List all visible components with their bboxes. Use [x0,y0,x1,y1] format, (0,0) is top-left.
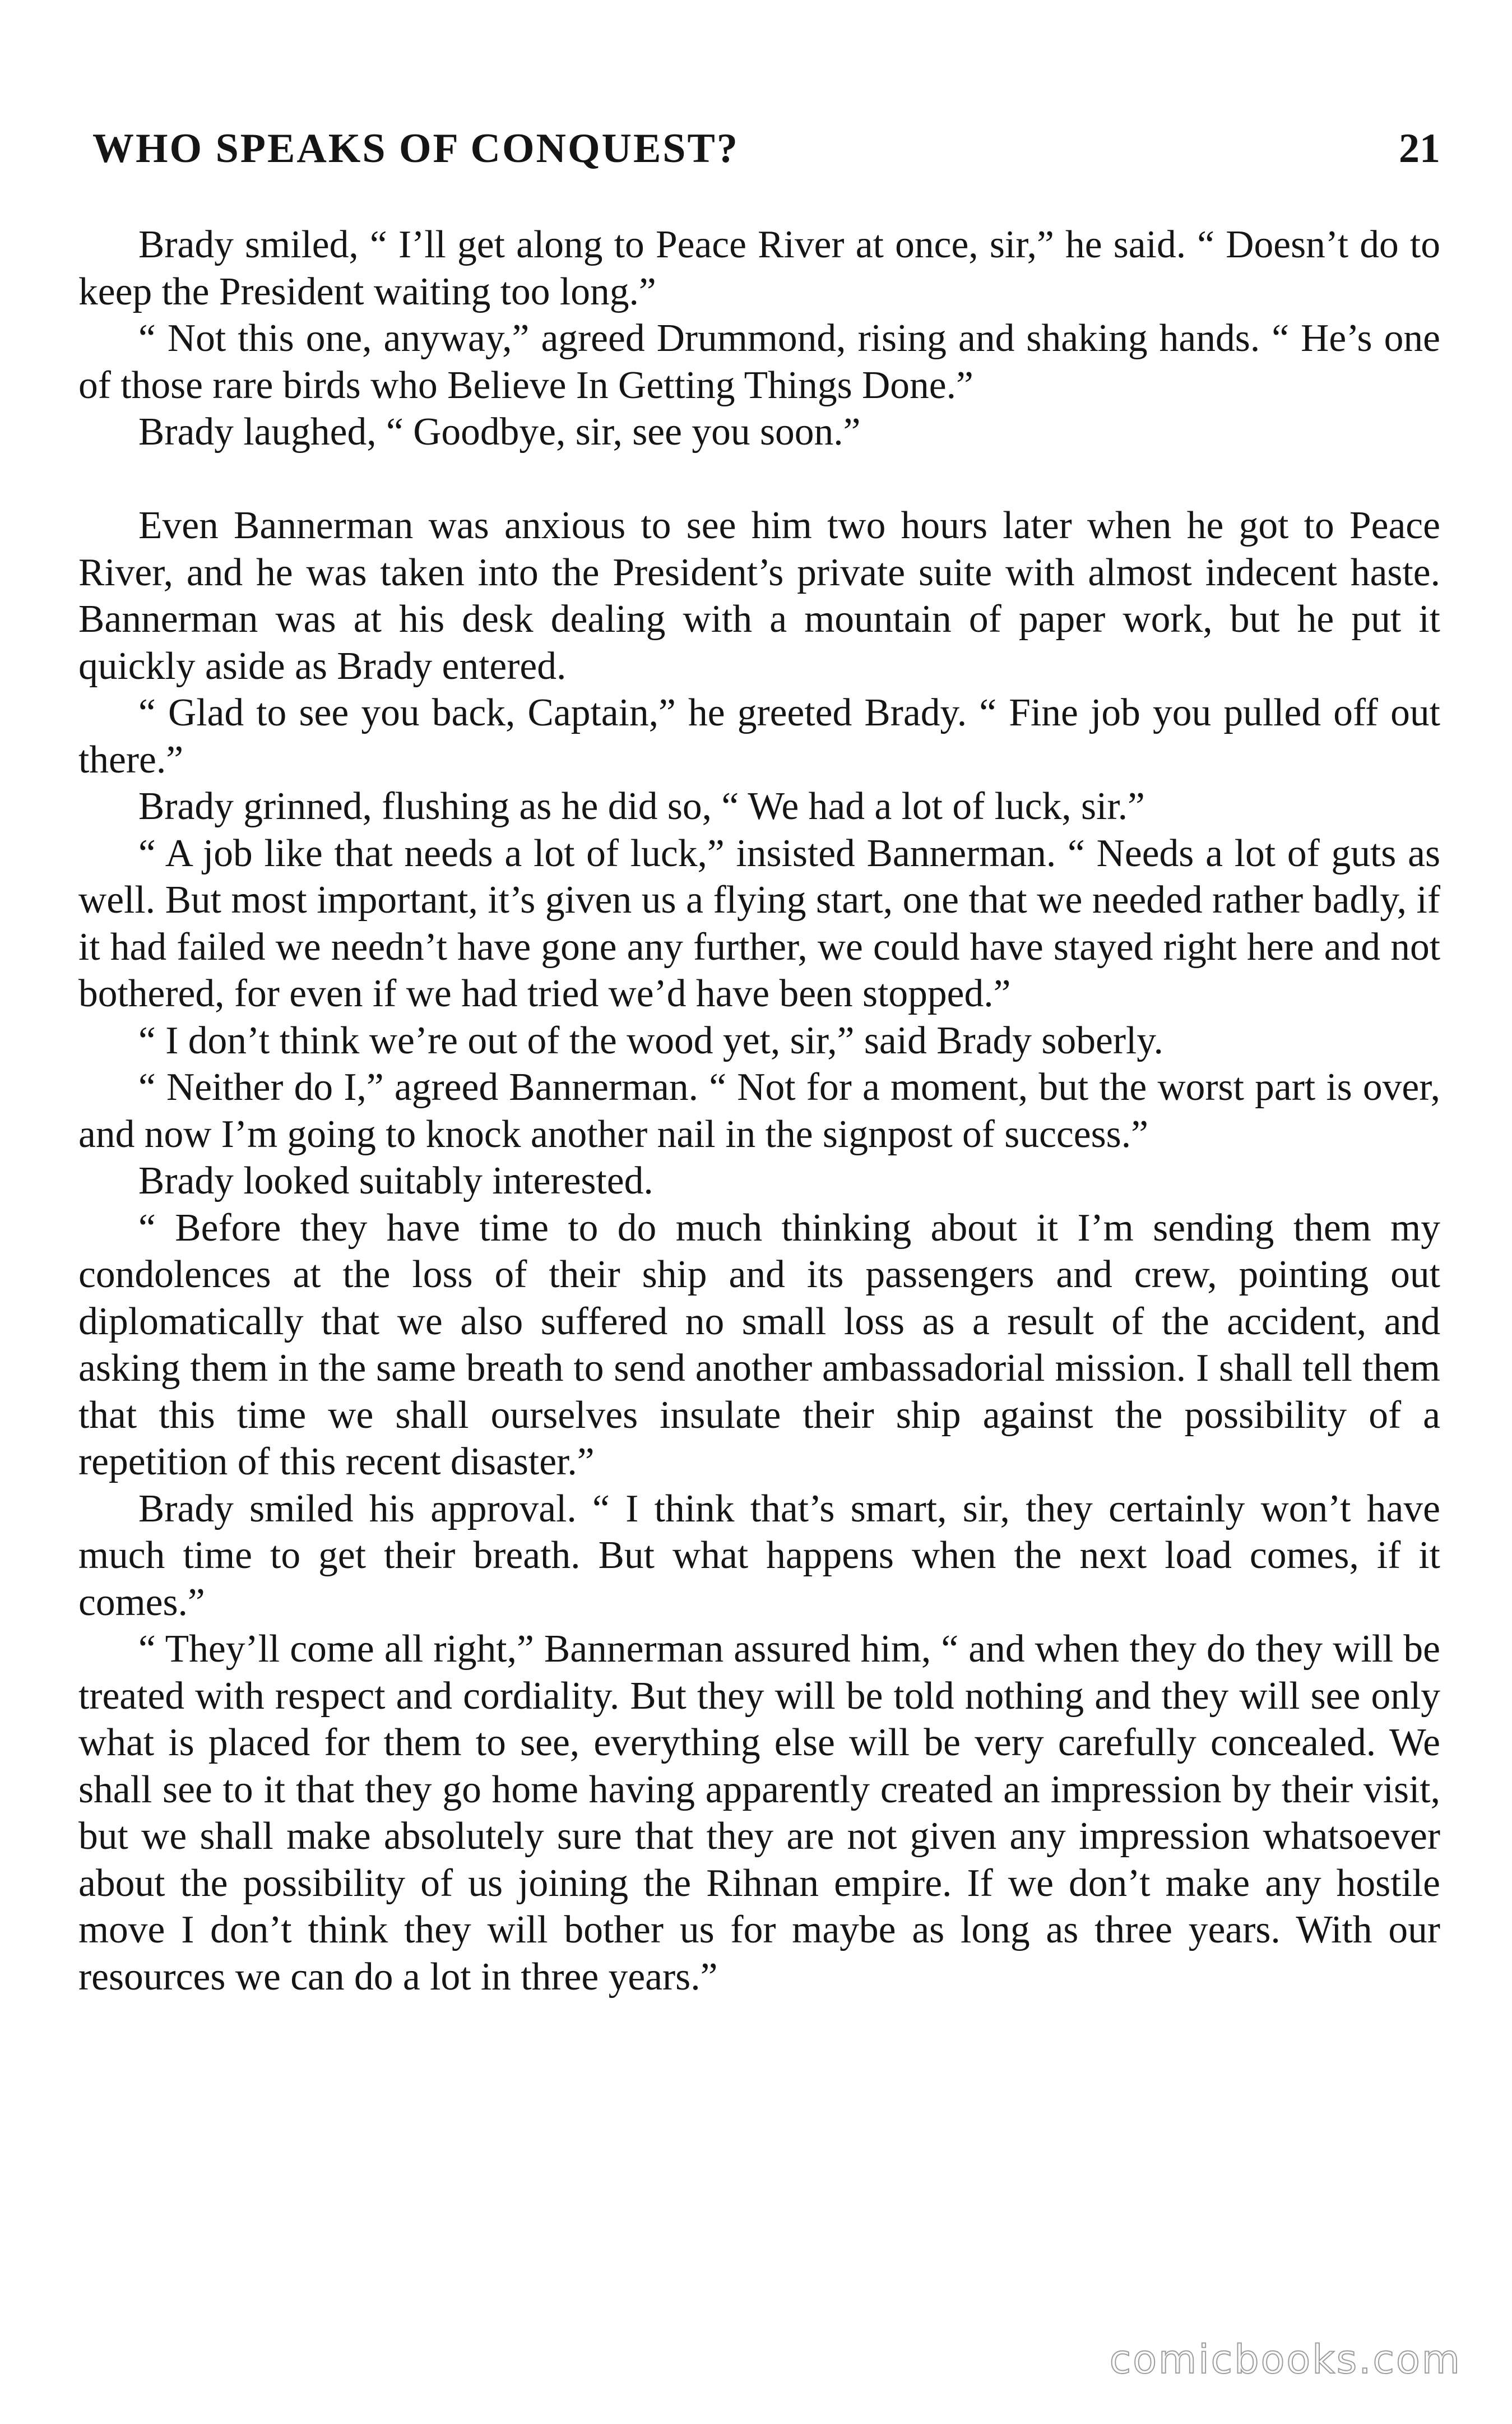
body-text [78,221,1440,2000]
paragraph: Brady grinned, flushing as he did so, “ We had a lot of luck, sir.” [138,785,1145,828]
paragraph: “ I don’t think we’re out of the wood yet, sir,” said Brady soberly. [138,1019,1163,1062]
running-title: WHO SPEAKS OF CONQUEST? [92,126,739,172]
paragraph: “ Glad to see you back, Captain,” he greeted Brady. “ Fine job you pulled off out there.” [78,691,1440,781]
paragraph: Brady laughed, “ Goodbye, sir, see you soon.” [138,410,861,454]
paragraph: “ Before they have time to do much thinking about it I’m sending them my condolences at the loss of their ship and its passengers and crew, pointing out diplomatically that we also suffered no small loss as a result of the accident, and asking them in the same breath to send another ambassadorial mission. I shall tell them that this time we shall ourselves insulate their ship against the possibility of a repetition of this recent disaster.” [78,1206,1440,1483]
paragraph: “ Neither do I,” agreed Bannerman. “ Not for a moment, but the worst part is over, and now I’m going to knock another nail in the signpost of success.” [78,1066,1440,1156]
running-head [92,121,1440,177]
paragraph: Brady smiled his approval. “ I think that’s smart, sir, they certainly won’t have much time to get their breath. But what happens when the next load comes, if it comes.” [78,1487,1440,1624]
paragraph: Brady smiled, “ I’ll get along to Peace River at once, sir,” he said. “ Doesn’t do to keep the President waiting too long.” [78,223,1440,313]
paragraph: Even Bannerman was anxious to see him two hours later when he got to Peace River, and he was taken into the President’s private suite with almost indecent haste. Bannerman was at his desk dealing with a mountain of paper work, but he put it quickly aside as Brady entered. [78,504,1440,688]
paragraph: “ Not this one, anyway,” agreed Drummond, rising and shaking hands. “ He’s one of those rare birds who Believe In Getting Things Done.” [78,317,1440,407]
paragraph: “ A job like that needs a lot of luck,” insisted Bannerman. “ Needs a lot of guts as well. But most important, it’s given us a flying start, one that we needed rather badly, if it had failed we needn’t have gone any further, we could have stayed right here and not bothered, for even if we had tried we’d have been stopped.” [78,831,1440,1015]
paragraph: “ They’ll come all right,” Bannerman assured him, “ and when they do they will be treated with respect and cordiality. But they will be told nothing and they will see only what is placed for them to see, everything else will be very carefully concealed. We shall see to it that they go home having apparently created an impression by their visit, but we shall make absolutely sure that they are not given any impression whatsoever about the possibility of us joining the Rihnan empire. If we don’t make any hostile move I don’t think they will bother us for maybe as long as three years. With our resources we can do a lot in three years.” [78,1627,1440,1999]
page-number: 21 [1399,126,1440,172]
site-watermark: comicbooks.com [1109,2337,1462,2383]
paragraph: Brady looked suitably interested. [138,1159,653,1202]
